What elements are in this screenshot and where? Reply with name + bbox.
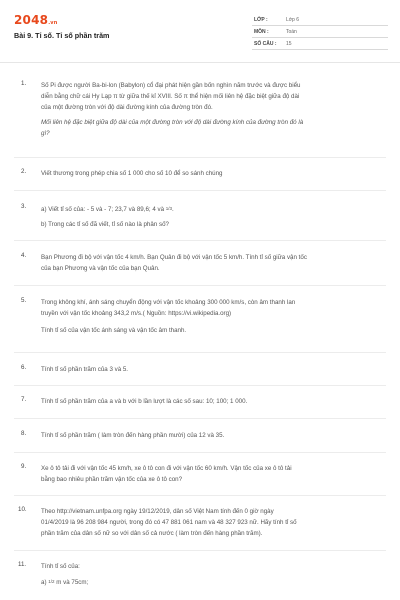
- question-text: [41, 463, 381, 485]
- meta-value: Toán: [286, 29, 297, 35]
- question-line: a) Viết tỉ số của: - 5 và - 7; 23,7 và 89,6; 4 và 1/3.: [41, 203, 381, 215]
- question-line: Tính tỉ số phần trăm của 3 và 5.: [41, 366, 129, 373]
- question-line: Tính tỉ số phần trăm ( làm tròn đến hàng phần mười) của 12 và 35.: [41, 432, 225, 439]
- question-number: 7.: [21, 396, 27, 403]
- question-line: Trong không khí, ánh sáng chuyển động với vận tốc khoảng 300 000 km/s, còn âm thanh lan: [41, 299, 296, 306]
- question-text: [41, 297, 381, 336]
- question-text: [41, 252, 381, 274]
- question-separator: [14, 418, 386, 419]
- fraction: 1/2: [48, 579, 55, 584]
- question-line: Bạn Phương đi bộ với vận tốc 4 km/h. Bạn Quân đi bộ với vận tốc 5 km/h. Tính tỉ số giữa vận tốc: [41, 254, 307, 261]
- question-text: [41, 396, 381, 407]
- question-number: 3.: [21, 203, 27, 210]
- question-number: 11.: [18, 561, 27, 568]
- question-separator: [14, 285, 386, 286]
- question-line: b) Trong các tỉ số đã viết, tỉ số nào là phân số?: [41, 221, 169, 228]
- question-separator: [14, 352, 386, 353]
- question-line: Tính tỉ số phần trăm của a và b với b lần lượt là các số sau: 10; 100; 1 000.: [41, 398, 248, 405]
- question-text: [41, 80, 381, 139]
- question-separator: [14, 240, 386, 241]
- question-line: Xe ô tô tải đi với vận tốc 45 km/h, xe ô tô con đi với vận tốc 60 km/h. Vận tốc của xe ô tô tải: [41, 465, 292, 472]
- question-line: của một đường tròn với độ dài đường kính của đường tròn đó.: [41, 104, 213, 111]
- meta-row-grade: [252, 14, 388, 26]
- question-line: Mối liên hệ đặc biệt giữa độ dài của một đường tròn với độ dài đường kính của đường tròn đó là: [41, 119, 304, 126]
- question-separator: [14, 550, 386, 551]
- question-number: 2.: [21, 168, 27, 175]
- question-separator: [14, 157, 386, 158]
- meta-value: 15: [286, 41, 292, 47]
- question-text: [41, 430, 381, 441]
- meta-row-count: [252, 38, 388, 50]
- question-line: diễn bằng chữ cái Hy Lạp π từ giữa thế kỉ XVIII. Số π thể hiện mối liên hệ đặc biệt giữa độ dài: [41, 93, 300, 100]
- site-logo[interactable]: 2048.vn: [14, 13, 58, 27]
- question-line: Tính tỉ số của vận tốc ánh sáng và vận tốc âm thanh.: [41, 327, 187, 334]
- question-number: 1.: [21, 80, 27, 87]
- question-line: Viết thương trong phép chia số 1 000 cho số 10 để so sánh chúng: [41, 170, 223, 177]
- question-number: 5.: [21, 297, 27, 304]
- question-line: của bạn Phương và vận tốc của bạn Quân.: [41, 265, 160, 272]
- question-text: [41, 561, 381, 588]
- question-line: a) 1/2 m và 75cm;: [41, 576, 381, 588]
- question-separator: [14, 495, 386, 496]
- question-number: 6.: [21, 364, 27, 371]
- question-text: [41, 168, 381, 179]
- question-number: 10.: [18, 506, 27, 513]
- header-divider: [0, 62, 400, 63]
- meta-label: LỚP :: [254, 17, 268, 23]
- question-line: Tính tỉ số của:: [41, 563, 80, 570]
- question-number: 4.: [21, 252, 27, 259]
- meta-row-subject: [252, 26, 388, 38]
- question-line: Số Pi được người Ba-bi-lon (Babylon) cổ đại phát hiện gần bốn nghìn năm trước và được biểu: [41, 82, 301, 89]
- question-line: bằng bao nhiêu phần trăm vận tốc của xe ô tô con?: [41, 476, 183, 483]
- lesson-title: Bài 9. Tỉ số. Tỉ số phần trăm: [14, 31, 110, 40]
- meta-value: Lớp 6: [286, 17, 300, 23]
- meta-label: SỐ CÂU :: [254, 41, 277, 47]
- question-line: 01/4/2019 là 96 208 984 người, trong đó có 47 881 061 nam và 48 327 923 nữ. Hãy tính tỉ số: [41, 519, 297, 526]
- fraction: 1/3: [165, 206, 173, 211]
- question-line: Theo http://vietnam.unfpa.org ngày 19/12/2019, dân số Việt Nam tính đến 0 giờ ngày: [41, 508, 274, 515]
- question-number: 9.: [21, 463, 27, 470]
- question-separator: [14, 190, 386, 191]
- question-separator: [14, 385, 386, 386]
- question-number: 8.: [21, 430, 27, 437]
- question-line: phần trăm của dân số nữ so với dân số cả nước ( làm tròn đến hàng phần trăm).: [41, 530, 263, 537]
- question-text: [41, 506, 381, 539]
- question-line: gì?: [41, 130, 50, 137]
- meta-table: [252, 14, 388, 50]
- question-line: truyền với vận tốc khoảng 343,2 m/s.( Nguồn: https://vi.wikipedia.org): [41, 310, 232, 317]
- question-text: [41, 364, 381, 375]
- question-separator: [14, 452, 386, 453]
- meta-label: MÔN :: [254, 29, 269, 35]
- worksheet-header: [0, 0, 400, 62]
- question-text: [41, 203, 381, 230]
